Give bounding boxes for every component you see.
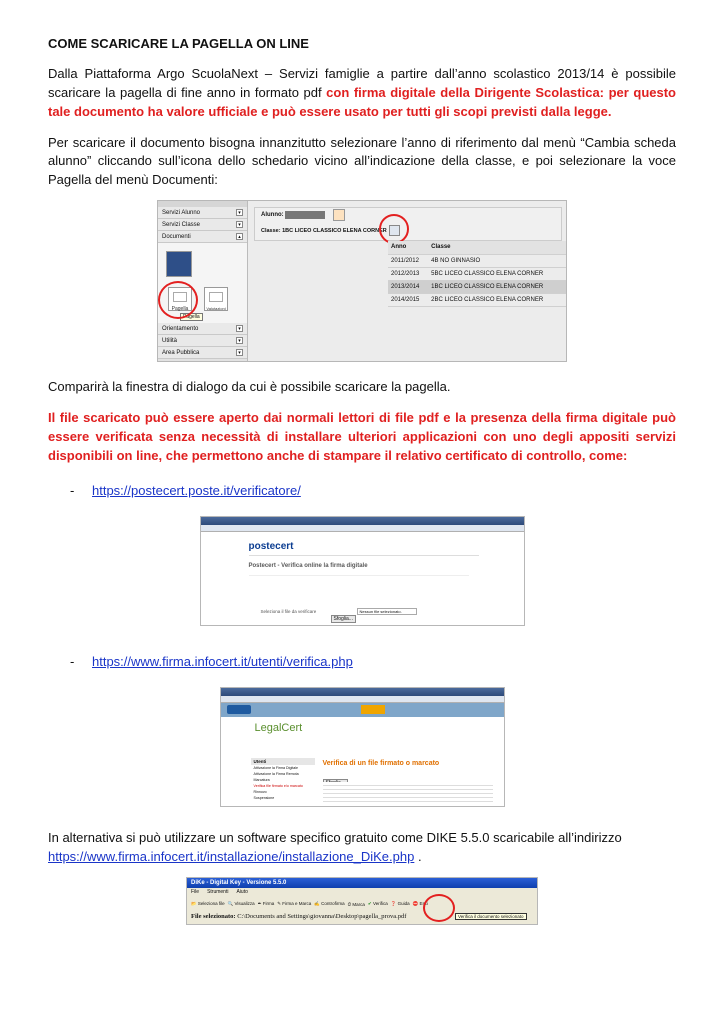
warning-paragraph: Il file scaricato può essere aperto dai normali lettori di file pdf e la presenza della firma digitale può essere verificata senza necessità di installare ulteriori applicazioni con uno degli appositi servizi disponibili on line, che permettono anche di stampare il relativo certificato di controllo, come: (48, 409, 676, 463)
infocert-screenshot (220, 687, 505, 807)
postecert-heading: Postecert - Verifica online la firma digitale (248, 563, 368, 570)
page-title: COME SCARICARE LA PAGELLA ON LINE (48, 36, 309, 51)
dike-file-path: C:\Documents and Settings\giovanna\Desktop\pagella_prova.pdf (237, 913, 407, 921)
pagella-button[interactable]: Pagella (168, 287, 192, 311)
menu-item[interactable]: Attivazione la Firma Digitale (253, 766, 299, 771)
dike-screenshot (186, 877, 538, 925)
menu-item[interactable]: Marcatura (253, 778, 270, 783)
classi-table (388, 241, 566, 307)
browser-titlebar (221, 688, 504, 696)
highlight-circle-schedario (379, 214, 409, 244)
address-bar[interactable] (201, 525, 524, 532)
dike-titlebar: DiKe - Digital Key - Versione 5.5.0 (187, 878, 537, 888)
intro-paragraph (48, 65, 676, 122)
bullet-infocert: - https://www.firma.infocert.it/utenti/verifica.php (70, 654, 353, 670)
table-row[interactable]: 2012/2013 5BC LICEO CLASSICO ELENA CORNER (388, 267, 566, 280)
nav-tab-active[interactable] (361, 705, 385, 714)
infocert-link[interactable]: https://www.firma.infocert.it/utenti/verifica.php (92, 654, 353, 670)
document-page (48, 36, 676, 925)
firma-button[interactable]: ✒ Firma (257, 901, 275, 907)
valutazioni-button[interactable]: Valutazioni (204, 287, 228, 311)
menu-item[interactable]: Attivazione la Firma Remota (253, 772, 299, 777)
highlight-circle-pagella (158, 281, 198, 319)
menu-aiuto[interactable]: Aiuto (236, 889, 248, 896)
infocert-text-block (323, 782, 493, 804)
postecert-field-label: Seleziona il file da verificare (260, 609, 317, 615)
col-classe: Classe (428, 241, 566, 254)
documenti-panel (158, 243, 247, 323)
refresh-icon[interactable] (333, 209, 345, 221)
sidebar-item-orientamento[interactable]: Orientamento ▾ (158, 323, 247, 335)
verifica-tooltip: Verifica il documento selezionato (455, 913, 527, 920)
argo-screenshot (157, 200, 567, 362)
guida-button[interactable]: ❓ Guida (390, 901, 410, 907)
alunno-header: Alunno: Classe: 1BC LICEO CLASSICO ELENA CORNER (254, 207, 562, 241)
sidebar-item-area-pubblica[interactable]: Area Pubblica ▾ (158, 347, 247, 359)
intro-red: con firma digitale della Dirigente Scolastica: per questo tale documento ha valore ufficiale e può essere usato per tutti gli scopi previsti dalla legge. (48, 84, 676, 119)
intro-plain: Dalla Piattaforma Argo ScuolaNext – Servizi famiglie a partire dall’anno scolastico 2013/14 è possibile scaricare la pagella di fine anno in formato pdf (48, 66, 676, 100)
dike-menubar (187, 888, 537, 896)
menu-file[interactable]: File (191, 889, 200, 896)
legalcert-logo: LegalCert (254, 722, 303, 735)
dialog-paragraph: Comparirà la finestra di dialogo da cui è possibile scaricare la pagella. (48, 379, 451, 395)
redacted-name (285, 211, 325, 219)
infocert-heading: Verifica di un file firmato o marcato (322, 760, 440, 768)
menu-item[interactable]: Sospensione (253, 796, 275, 801)
postecert-logo: postecert (248, 541, 294, 553)
infocert-navbar (221, 703, 504, 717)
menu-item[interactable]: Rinnovo (253, 790, 267, 795)
table-row[interactable]: 2013/2014 1BC LICEO CLASSICO ELENA CORNER (388, 280, 566, 293)
alternative-paragraph: In alternativa si può utilizzare un software specifico gratuito come DIKE 5.5.0 scaricabile all’indirizzo https://www.firma.infocert.it/installazione/installazione_DiKe.php . (48, 830, 622, 865)
sidebar-item-documenti[interactable]: Documenti ▴ (158, 231, 247, 243)
menu-strumenti[interactable]: Strumenti (207, 889, 229, 896)
dike-toolbar (187, 896, 537, 912)
photo-icon[interactable] (166, 251, 192, 277)
firma-marca-button[interactable]: ✎ Firma e Marca (277, 901, 312, 907)
seleziona-file-button[interactable]: 📂 Seleziona file (191, 901, 225, 907)
postecert-link[interactable]: https://postecert.poste.it/verificatore/ (92, 483, 301, 499)
infocert-side-menu: Utenti Attivazione la Firma Digitale Attivazione la Firma Remota Marcatura Verifica file firmato e/o marcato Rinnovo Sospensione (251, 758, 315, 801)
postecert-browse[interactable]: Sfoglia... (331, 608, 356, 623)
table-row[interactable]: 2014/2015 2BC LICEO CLASSICO ELENA CORNER (388, 293, 566, 306)
controfirma-button[interactable]: ✍ Controfirma (314, 901, 345, 907)
dike-file-row: File selezionato: C:\Documents and Settings\giovanna\Desktop\pagella_prova.pdf (191, 913, 407, 921)
table-row[interactable]: 2011/2012 4B NO GINNASIO (388, 254, 566, 267)
marca-button[interactable]: ⏱ Marca (347, 901, 365, 907)
infocert-logo-icon (227, 705, 251, 714)
pagella-tooltip: Pagella (180, 313, 203, 321)
instructions-paragraph: Per scaricare il documento bisogna innanzitutto selezionare l’anno di riferimento dal menù “Cambia scheda alunno” cliccando sull’icona dello schedario vicino all’indicazione della classe, e poi selezionare la voce Pagella del menù Documenti: (48, 134, 676, 188)
sidebar-item-servizi-classe[interactable]: Servizi Classe ▾ (158, 219, 247, 231)
argo-sidebar (158, 201, 248, 362)
menu-item[interactable]: Verifica file firmato e/o marcato (253, 784, 303, 789)
col-anno: Anno (388, 241, 428, 254)
sidebar-item-utilita[interactable]: Utilità ▾ (158, 335, 247, 347)
dike-link[interactable]: https://www.firma.infocert.it/installazione/installazione_DiKe.php (48, 849, 415, 865)
esci-button[interactable]: ⛔ Esci (412, 901, 428, 907)
verifica-button[interactable]: ✔ Verifica (367, 901, 388, 907)
postecert-file-field[interactable]: Nessun file selezionato. (357, 608, 417, 615)
visualizza-button[interactable]: 🔍 Visualizza (227, 901, 255, 907)
sidebar-item-servizi-alunno[interactable]: Servizi Alunno ▾ (158, 207, 247, 219)
bullet-postecert: - https://postecert.poste.it/verificatore/ (70, 483, 301, 499)
browser-titlebar (201, 517, 524, 525)
highlight-circle-verifica (423, 894, 455, 922)
postecert-screenshot (200, 516, 525, 626)
address-bar[interactable] (221, 696, 504, 703)
